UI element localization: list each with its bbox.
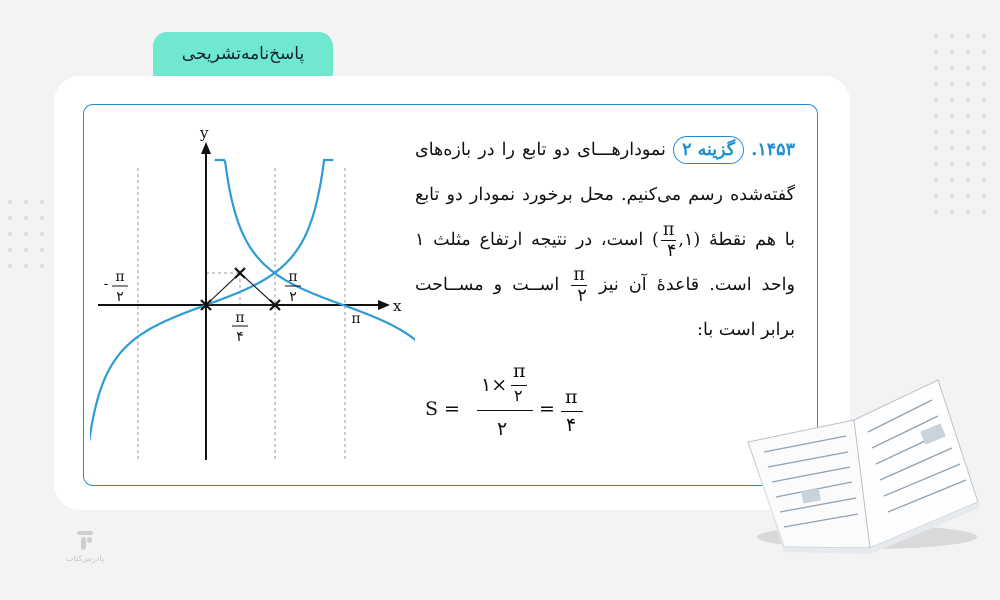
tab-title: پاسخ‌نامه‌تشریحی xyxy=(181,44,305,64)
tan-curve xyxy=(90,160,333,462)
y-axis-label: y xyxy=(200,124,209,142)
formula-res-top: π xyxy=(565,386,578,408)
line-3: برخورد نمودار دو تابع با هم نقطهٔ xyxy=(415,185,795,250)
area-formula xyxy=(425,360,595,448)
formula-lhs: S = xyxy=(425,398,460,420)
label-neg-half-pi-top: π xyxy=(115,269,125,285)
formula-num-frac-top: π xyxy=(513,360,526,382)
point-open: (۱, xyxy=(678,230,701,250)
x-axis-label: x xyxy=(393,297,402,315)
formula-res-bottom: ۴ xyxy=(566,414,577,436)
formula-eq: = xyxy=(539,398,555,420)
line-1: نمودارهـــای دو تابع را xyxy=(501,140,666,160)
function-graph xyxy=(90,120,415,472)
open-book-image xyxy=(742,372,982,557)
answer-option-badge: گزینه ۲ xyxy=(673,136,744,164)
publisher-logo xyxy=(60,528,110,563)
label-neg-sign: - xyxy=(103,276,109,292)
decor-dots-right xyxy=(934,34,996,234)
point-close: ) xyxy=(652,230,659,250)
formula-num-frac-bottom: ۲ xyxy=(514,386,523,405)
line-5-post: اســت و مســاحت برابر xyxy=(415,275,795,340)
fraction-pi-over-2: $\frac{\pi}{۲}$ xyxy=(573,265,587,306)
label-half-pi-top: π xyxy=(288,269,298,285)
fraction-pi-over-4: $\frac{\pi}{۴}$ xyxy=(662,220,677,261)
formula-num-prefix: ۱× xyxy=(481,374,508,396)
label-pi: π xyxy=(351,311,361,327)
logo-text: پادرس‌کتاب xyxy=(65,554,105,563)
label-quarter-pi-bottom: ۴ xyxy=(236,329,244,345)
line-2: در بازه‌های گفته‌شده رسم می‌کنیم. محل xyxy=(415,140,795,205)
label-neg-half-pi-bottom: ۲ xyxy=(116,289,124,305)
answer-sheet-tab xyxy=(153,32,333,76)
formula-main-bar xyxy=(477,410,533,411)
label-half-pi-bottom: ۲ xyxy=(289,289,297,305)
logo-mark-icon xyxy=(74,528,96,552)
line-5-pre: قاعدهٔ آن نیز xyxy=(598,275,700,295)
y-axis-arrow xyxy=(201,142,211,154)
question-number: ۱۴۵۳. xyxy=(751,140,795,160)
line-4: است، در نتیجه ارتفاع مثلث ۱ واحد است. xyxy=(415,230,795,295)
label-quarter-pi-top: π xyxy=(235,310,245,326)
formula-den: ۲ xyxy=(497,418,508,440)
x-axis-arrow xyxy=(378,300,390,310)
solution-text xyxy=(415,128,795,353)
line-6: است با: xyxy=(697,320,756,340)
